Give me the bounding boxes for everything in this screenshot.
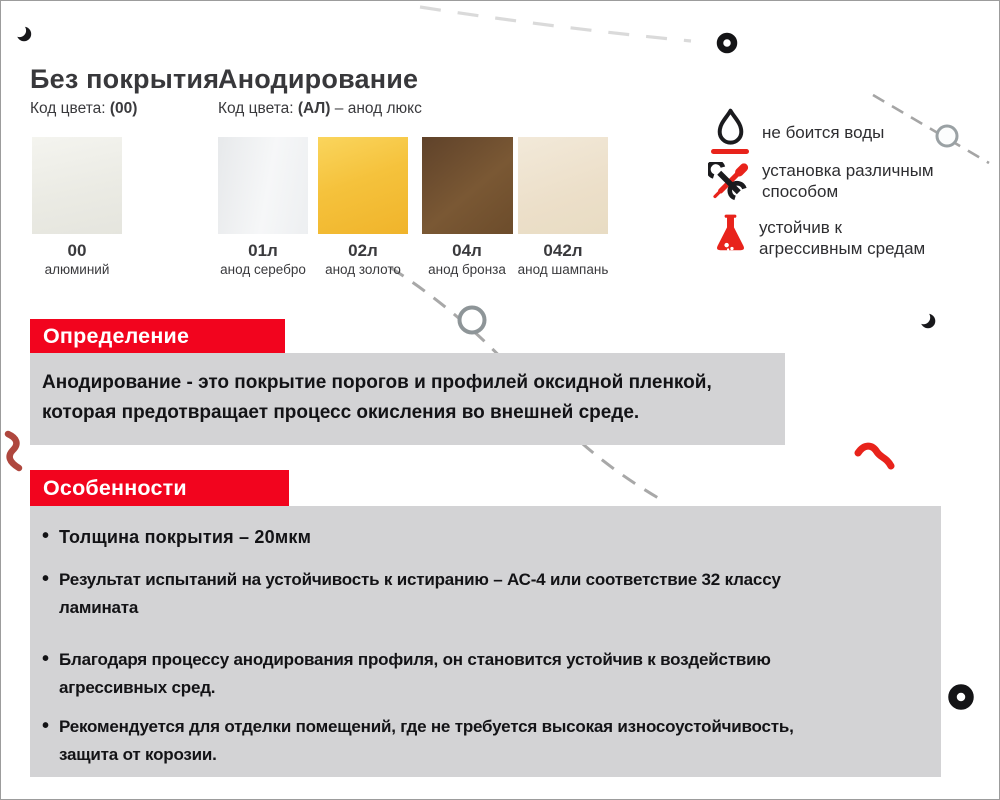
red-squiggle-left [8,434,19,468]
swatch-02l-label: 02л анод золото [325,241,401,277]
anodizing-title: Анодирование [218,64,419,94]
wrench-screwdriver-icon [708,162,750,203]
ring-dot-bottom-right [953,689,970,706]
feature-bullet-abrasion: • Результат испытаний на устойчивость к истиранию – АС-4 или соответствие 32 классу ламината [42,566,937,622]
swatch-042l-champagne [518,137,608,234]
dashed-line-right [873,95,989,163]
feature-bullet-resistance: • Благодаря процессу анодирования профиля, он становится устойчив к воздействию агрессивных сред. [42,646,937,702]
flask-icon [716,212,745,255]
water-drop-icon [717,107,744,145]
definition-panel [30,353,785,445]
no-coating-color-code: Код цвета: (00) [30,100,138,117]
no-coating-header [30,64,219,118]
anodizing-header [218,64,422,118]
features-heading: Особенности [30,470,289,506]
swatch-04l-bronze [422,137,513,234]
ring-dot-top [720,36,734,50]
crescent-mark-top-left [13,24,31,41]
benefit-installation-label: установка различным способом [762,161,934,201]
dashed-line-top [420,7,691,41]
benefit-aggressive-media-label: устойчив к агрессивным средам [759,218,926,258]
circle-marker-middle [460,308,485,333]
swatch-00-aluminium [32,137,122,234]
red-squiggle-right [858,446,891,466]
swatch-01l-silver [218,137,308,234]
circle-marker-right [937,126,957,146]
swatch-04l-label: 04л анод бронза [428,241,506,277]
no-coating-title: Без покрытия [30,64,220,94]
definition-heading: Определение [30,319,285,353]
swatch-042l-label: 042л анод шампань [517,241,609,277]
definition-text: Анодирование - это покрытие порогов и профилей оксидной пленкой, которая предотвращает процесс окисления во внешней среде. [42,372,712,423]
swatch-01l-label: 01л анод серебро [220,241,306,277]
anodizing-color-code: Код цвета: (АЛ) – анод люкс [218,100,422,117]
crescent-mark-right [917,311,936,329]
swatch-02l-gold [318,137,408,234]
water-drop-underline [711,149,749,154]
benefit-water-label: не боится воды [762,123,885,142]
feature-bullet-thickness: • Толщина покрытия – 20мкм [42,523,937,551]
feature-bullet-recommendation: • Рекомендуется для отделки помещений, где не требуется высокая износоустойчивость, защита от корозии. [42,713,937,769]
swatch-00-label: 00 алюминий [44,241,110,277]
